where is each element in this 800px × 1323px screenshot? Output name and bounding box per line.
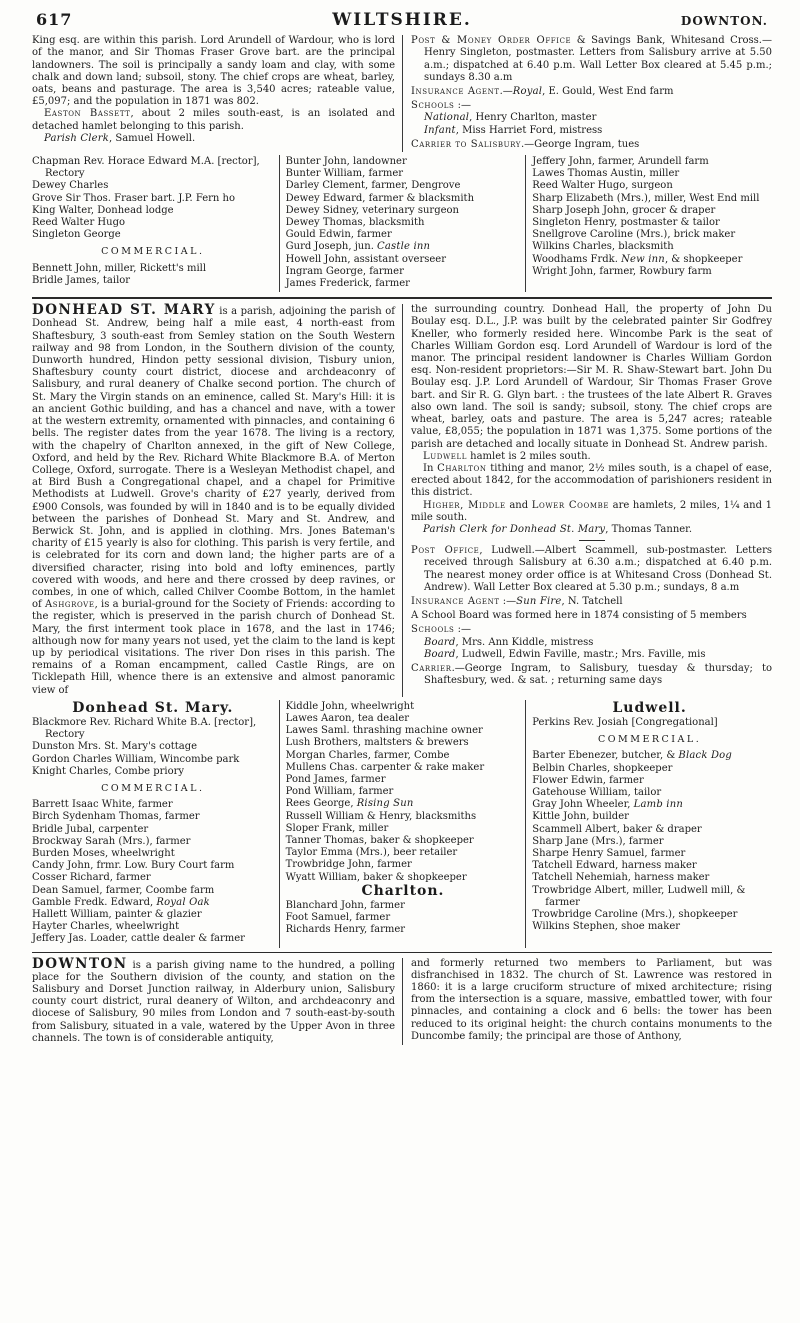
list-item: Ingram George, farmer: [285, 265, 404, 277]
private-residents-list: [32, 717, 274, 778]
downton-intro-paragraph: King esq. are within this parish. Lord Arundell of Wardour, who is lord of the manor, and Sir Thomas Fraser Grove bart. are the principal landowners. The soil is principally a sandy loam and clay, with some chalk and down land; subsoil, stony. The chief crops are wheat, barley, oats, beans and pasturage. The area is 3,540 acres; rateable value, £5,097; and the population in 1871 was 802.: [32, 35, 395, 108]
list-item: Hayter Charles, wheelwright: [32, 921, 180, 933]
list-item: Board, Ludwell, Edwin Faville, mastr.; Mrs. Faville, mis: [424, 648, 706, 660]
directory-column-1: [32, 155, 279, 292]
carrier-line: Carrier to Salisbury.—George Ingram, tues: [411, 138, 640, 150]
list-item: Gatehouse William, tailor: [532, 786, 662, 798]
downton-bottom-left-column: [32, 955, 402, 1045]
list-item: Belbin Charles, shopkeeper: [532, 762, 673, 774]
downton-left-column: [32, 35, 402, 152]
list-item: Wilkins Charles, blacksmith: [532, 241, 674, 253]
list-item: Kittle John, builder: [532, 811, 629, 823]
list-item: Reed Walter Hugo: [32, 217, 125, 229]
list-item: Scammell Albert, baker & draper: [532, 823, 702, 835]
list-item: Blanchard John, farmer: [285, 900, 405, 912]
list-item: Richards Henry, farmer: [285, 924, 406, 936]
list-item: Singleton Henry, postmaster & tailor: [532, 217, 720, 229]
post-office-paragraph: Post & Money Order Office & Savings Bank, Whitesand Cross.—Henry Singleton, postmaster. Letters from Salisbury arrive at 5.50 a.m.; dispatched at 6.40 p.m. Wall Letter Box cleared at 5.45 p.m.; sundays 8.30 a.m: [411, 35, 772, 83]
easton-bassett-paragraph: Easton Bassett, about 2 miles south-east, is an isolated and detached hamlet belonging to this parish.: [32, 108, 395, 132]
list-item: Mullens Chas. carpenter & rake maker: [285, 761, 485, 773]
donhead-intro-paragraph: [32, 304, 395, 697]
list-item: Lawes Aaron, tea dealer: [285, 712, 410, 724]
page-title: WILTSHIRE.: [332, 10, 472, 30]
list-item: Wyatt William, baker & shopkeeper: [285, 871, 467, 883]
donhead-st-mary-section: [32, 304, 772, 697]
list-item: Gordon Charles William, Wincombe park: [32, 753, 240, 765]
private-residents-list: [532, 717, 767, 729]
downton-bottom-section: [32, 955, 772, 1045]
school-board-line: A School Board was formed here in 1874 consisting of 5 members: [411, 610, 747, 622]
list-item: Gray John Wheeler, Lamb inn: [532, 799, 683, 811]
list-item: Cosser Richard, farmer: [32, 872, 151, 884]
list-item: Lawes Saml. thrashing machine owner: [285, 725, 483, 737]
downton-continued-section: [32, 35, 772, 152]
list-item: Morgan Charles, farmer, Combe: [285, 749, 450, 761]
list-item: Chapman Rev. Horace Edward M.A. [rector], Rectory: [32, 156, 260, 180]
list-item: Lawes Thomas Austin, miller: [532, 168, 680, 180]
charlton-list-heading: Charlton.: [361, 882, 445, 899]
list-item: Trowbridge Albert, miller, Ludwell mill, & farmer: [532, 884, 746, 908]
list-item: Sharp Elizabeth (Mrs.), miller, West End mill: [532, 192, 760, 204]
list-item: Dean Samuel, farmer, Coombe farm: [32, 884, 215, 896]
list-item: Kiddle John, wheelwright: [285, 700, 415, 712]
list-item: Reed Walter Hugo, surgeon: [532, 180, 673, 192]
downton-bottom-left-text: is a parish giving name to the hundred, a polling place for the Southern division of the county, and station on the Salisbury and Dorset Junction railway, in Alderbury union, Salisbury county court district, rural deanery of Wilton, and archdeaconry and diocese of Salisbury, 90 miles from London and 7 south-east-by-south from Salisbury, situated in a vale, watered by the Upper Avon in three channels. The town is of considerable antiquity,: [32, 959, 395, 1044]
donhead-right-column: [402, 304, 772, 697]
parish-clerk-line: Parish Clerk, Samuel Howell.: [44, 132, 196, 144]
private-residents-list: [32, 156, 274, 241]
commercial-heading: COMMERCIAL.: [101, 782, 205, 794]
list-item: Candy John, frmr. Low. Bury Court farm: [32, 860, 235, 872]
donhead-directory-column-1: [32, 700, 279, 948]
directory-column-2: [279, 155, 526, 292]
donhead-intro-left-text: is a parish, adjoining the parish of Donhead St. Andrew, being half a mile east, 4 north-east from Shaftesbury, 3 south-east from Semley station on the South Western railway and 98 from London, in the Southern division of the county, Dunworth hundred, Hindon petty sessional division, Tisbury union, Shaftesbury county court district, diocese and archdeaconry of Salisbury, and rural deanery of Chalke second portion. The church of St. Mary the Virgin stands on an eminence, called St. Mary's Hill: it is an ancient Gothic building, and has a chancel and nave, with a tower at the western extremity, ornamented with pinnacles, and containing 6 bells. The register dates from the year 1678. The living is a rectory, with the chapelry of Charlton annexed, in the gift of New College, Oxford, and held by the Rev. Richard White Blackmore B.A. of Merton College, Oxford, surrogate. There is a Wesleyan Methodist chapel, and at Bird Bush a Congregational chapel, and a chapel for Primitive Methodists at Ludwell. Grove's charity of £27 yearly, derived from £900 Consols, was founded by will in 1840 and is to be equally divided between the parishes of Donhead St. Mary and St. Andrew, and Berwick St. John, and is applied in clothing. Mrs. Jones Bateman's charity of £15 yearly is also for clothing. This parish is very fertile, and is celebrated for its corn and down land; the higher parts are of a diversified character, rising into bold and lofty eminences, partly covered with woods, and here and there crossed by deep ravines, or combes, in one of which, called Chilver Coombe Bottom, in the hamlet of Ashgrove, is a burial-ground for the Society of Friends: according to the register, which is preserved in the parish church of Donhead St. Mary, the first interment took place in 1678, and the last in 1746; although now for many years not used, yet the claim to the land is kept up by periodical visitations. The river Don rises in this parish. The remains of a Roman encampment, called Castle Rings, are on Ticklepath Hill, whence there is an extensive and almost panoramic view of: [32, 306, 395, 696]
ludwell-list-heading: Ludwell.: [612, 699, 687, 716]
list-item: James Frederick, farmer: [285, 278, 410, 290]
list-item: Howell John, assistant overseer: [285, 253, 446, 265]
list-item: Singleton George: [32, 229, 121, 241]
list-item: Barrett Isaac White, farmer: [32, 799, 173, 811]
list-item: Tanner Thomas, baker & shopkeeper: [285, 835, 474, 846]
list-item: Dewey Edward, farmer & blacksmith: [285, 192, 475, 204]
list-item: Lush Brothers, maltsters & brewers: [285, 737, 469, 749]
downton-heading: DOWNTON: [32, 955, 128, 972]
short-divider-rule: [579, 540, 605, 541]
list-item: Hallett William, painter & glazier: [32, 909, 202, 921]
donhead-directory-column-2: [279, 700, 526, 948]
list-item: Bennett John, miller, Rickett's mill: [32, 262, 207, 274]
list-item: Burden Moses, wheelwright: [32, 848, 175, 859]
list-item: Sharp Joseph John, grocer & draper: [532, 204, 716, 216]
commercial-list: [32, 263, 274, 287]
list-item: Trowbridge John, farmer: [285, 859, 412, 871]
insurance-agent-line: Insurance Agent.—Royal, E. Gould, West End farm: [411, 86, 674, 98]
list-item: Woodhams Frdk. New inn, & shopkeeper: [532, 253, 743, 265]
list-item: Snellgrove Caroline (Mrs.), brick maker: [532, 229, 736, 241]
list-item: King Walter, Donhead lodge: [32, 204, 174, 216]
directory-list: [286, 701, 521, 884]
list-item: Wright John, farmer, Rowbury farm: [532, 265, 712, 277]
downton-bottom-right-column: [402, 958, 772, 1045]
page-header: [32, 10, 772, 35]
list-item: Blackmore Rev. Richard White B.A. [rector], Rectory: [32, 716, 257, 741]
directory-list: [532, 156, 767, 278]
charlton-paragraph: In Charlton tithing and manor, 2½ miles south, is a chapel of ease, erected about 1842, for the accommodation of parishioners resident in this district.: [411, 462, 772, 499]
list-item: Trowbridge Caroline (Mrs.), shopkeeper: [532, 909, 738, 921]
commercial-list: [32, 799, 274, 945]
charlton-list: [286, 900, 521, 937]
donhead-schools-list: [411, 637, 772, 661]
downton-bottom-paragraph: [32, 955, 395, 1045]
list-item: Darley Clement, farmer, Dengrove: [285, 180, 461, 192]
donhead-heading: DONHEAD ST. MARY: [32, 302, 216, 319]
list-item: Brockway Sarah (Mrs.), farmer: [32, 835, 191, 847]
list-item: Bunter John, landowner: [285, 156, 407, 168]
list-item: Jeffery John, farmer, Arundell farm: [532, 156, 709, 168]
list-item: Sharp Jane (Mrs.), farmer: [532, 835, 664, 847]
ludwell-post-office-paragraph: Post Office, Ludwell.—Albert Scammell, sub-postmaster. Letters received through Salisbury at 6.30 a.m.; dispatched at 6.40 p.m. The nearest money order office is at Whitesand Cross (Donhead St. Andrew). Wall Letter Box cleared at 5.30 p.m.; sundays, 8 a.m: [411, 545, 772, 593]
commercial-list: [532, 750, 767, 933]
list-item: Gurd Joseph, jun. Castle inn: [285, 241, 431, 253]
ludwell-hamlet-line: Ludwell hamlet is 2 miles south.: [423, 450, 591, 462]
schools-label: Schools :—: [411, 100, 471, 112]
list-item: Sloper Frank, miller: [285, 822, 389, 834]
list-item: Pond William, farmer: [285, 786, 394, 798]
list-item: Rees George, Rising Sun: [285, 798, 414, 810]
donhead-insurance-agent-line: Insurance Agent :—Sun Fire, N. Tatchell: [411, 595, 623, 607]
list-item: Pond James, farmer: [285, 773, 386, 785]
list-item: Bridle James, tailor: [32, 274, 131, 286]
schools-list: [411, 112, 772, 136]
downton-directory-list: [32, 155, 772, 292]
commercial-heading: COMMERCIAL.: [101, 246, 205, 258]
list-item: Flower Edwin, farmer: [532, 774, 644, 786]
list-item: Perkins Rev. Josiah [Congregational]: [532, 716, 718, 728]
list-item: Dewey Charles: [32, 180, 109, 192]
donhead-intro-right-text: the surrounding country. Donhead Hall, the property of John Du Boulay esq. D.L., J.P. was built by the celebrated painter Sir Godfrey Kneller, who formerly resided here. Wincombe Park is the seat of Charles William Gordon esq. Lord Arundell of Wardour is lord of the manor. The principal resident landowner is Charles William Gordon esq. Non-resident proprietors:—Sir M. R. Shaw-Stewart bart. John Du Boulay esq. J.P. Lord Arundell of Wardour, Sir Thomas Fraser Grove bart. and Sir R. G. Glyn bart. : the trustees of the late Albert R. Graves also own land. The soil is sandy; subsoil, stony. The chief crops are wheat, barley, oats and pasture. The area is 5,247 acres; rateable value, £8,055; the population in 1871 was 1,375. Some portions of the parish are detached and locally situate in Donhead St. Andrew parish.: [411, 304, 772, 450]
directory-column-3: [525, 155, 772, 292]
downton-right-column: [402, 35, 772, 152]
list-item: Infant, Miss Harriet Ford, mistress: [424, 124, 603, 136]
donhead-carrier-line: Carrier.—George Ingram, to Salisbury, tuesday & thursday; to Shaftesbury, wed. & sat. ; returning same days: [411, 662, 772, 687]
coombe-hamlets-line: Higher, Middle and Lower Coombe are hamlets, 2 miles, 1¼ and 1 mile south.: [411, 499, 772, 523]
donhead-directory-column-3: [525, 700, 772, 948]
list-item: Bunter William, farmer: [285, 168, 404, 180]
list-item: Jeffery Jas. Loader, cattle dealer & farmer: [32, 933, 245, 945]
donhead-left-column: [32, 304, 402, 697]
running-head-place: DOWNTON.: [680, 14, 768, 28]
downton-bottom-right-text: and formerly returned two members to Parliament, but was disfranchised in 1832. The church of St. Lawrence was restored in 1860: it is a large cruciform structure of mixed architecture; rising from the intersection is a square, massive, embattled tower, with four pinnacles, and containing a clock and 6 bells: the tower has been reduced to its original height: the church contains monuments to the Duncombe family; the principal are those of Anthony,: [411, 957, 772, 1042]
donhead-st-mary-list-heading: Donhead St. Mary.: [72, 699, 234, 716]
list-item: Knight Charles, Combe priory: [32, 765, 185, 777]
list-item: National, Henry Charlton, master: [424, 112, 597, 124]
donhead-parish-clerk-line: Parish Clerk for Donhead St. Mary, Thomas Tanner.: [423, 523, 693, 535]
section-divider-rule: [32, 952, 772, 953]
commercial-heading: COMMERCIAL.: [597, 734, 702, 746]
list-item: Dewey Thomas, blacksmith: [285, 217, 425, 229]
list-item: Dewey Sidney, veterinary surgeon: [285, 204, 459, 216]
directory-list: [286, 156, 521, 290]
list-item: Wilkins Stephen, shoe maker: [532, 921, 681, 933]
donhead-directory-list: [32, 700, 772, 948]
list-item: Tatchell Edward, harness maker: [532, 860, 697, 872]
list-item: Sharpe Henry Samuel, farmer: [532, 848, 686, 859]
list-item: Russell William & Henry, blacksmiths: [285, 810, 477, 822]
list-item: Dunston Mrs. St. Mary's cottage: [32, 741, 198, 753]
list-item: Bridle Jubal, carpenter: [32, 823, 149, 835]
list-item: Taylor Emma (Mrs.), beer retailer: [285, 847, 458, 859]
list-item: Foot Samuel, farmer: [285, 912, 391, 924]
page-number: 617: [36, 10, 73, 29]
list-item: Tatchell Nehemiah, harness maker: [532, 872, 710, 884]
list-item: Gamble Fredk. Edward, Royal Oak: [32, 896, 210, 908]
list-item: Birch Sydenham Thomas, farmer: [32, 811, 200, 823]
list-item: Grove Sir Thos. Fraser bart. J.P. Fern ho: [32, 192, 236, 204]
donhead-schools-label: Schools :—: [411, 624, 471, 636]
list-item: Barter Ebenezer, butcher, & Black Dog: [532, 750, 733, 762]
list-item: Board, Mrs. Ann Kiddle, mistress: [424, 636, 594, 648]
section-divider-rule: [32, 297, 772, 299]
list-item: Gould Edwin, farmer: [285, 229, 392, 241]
